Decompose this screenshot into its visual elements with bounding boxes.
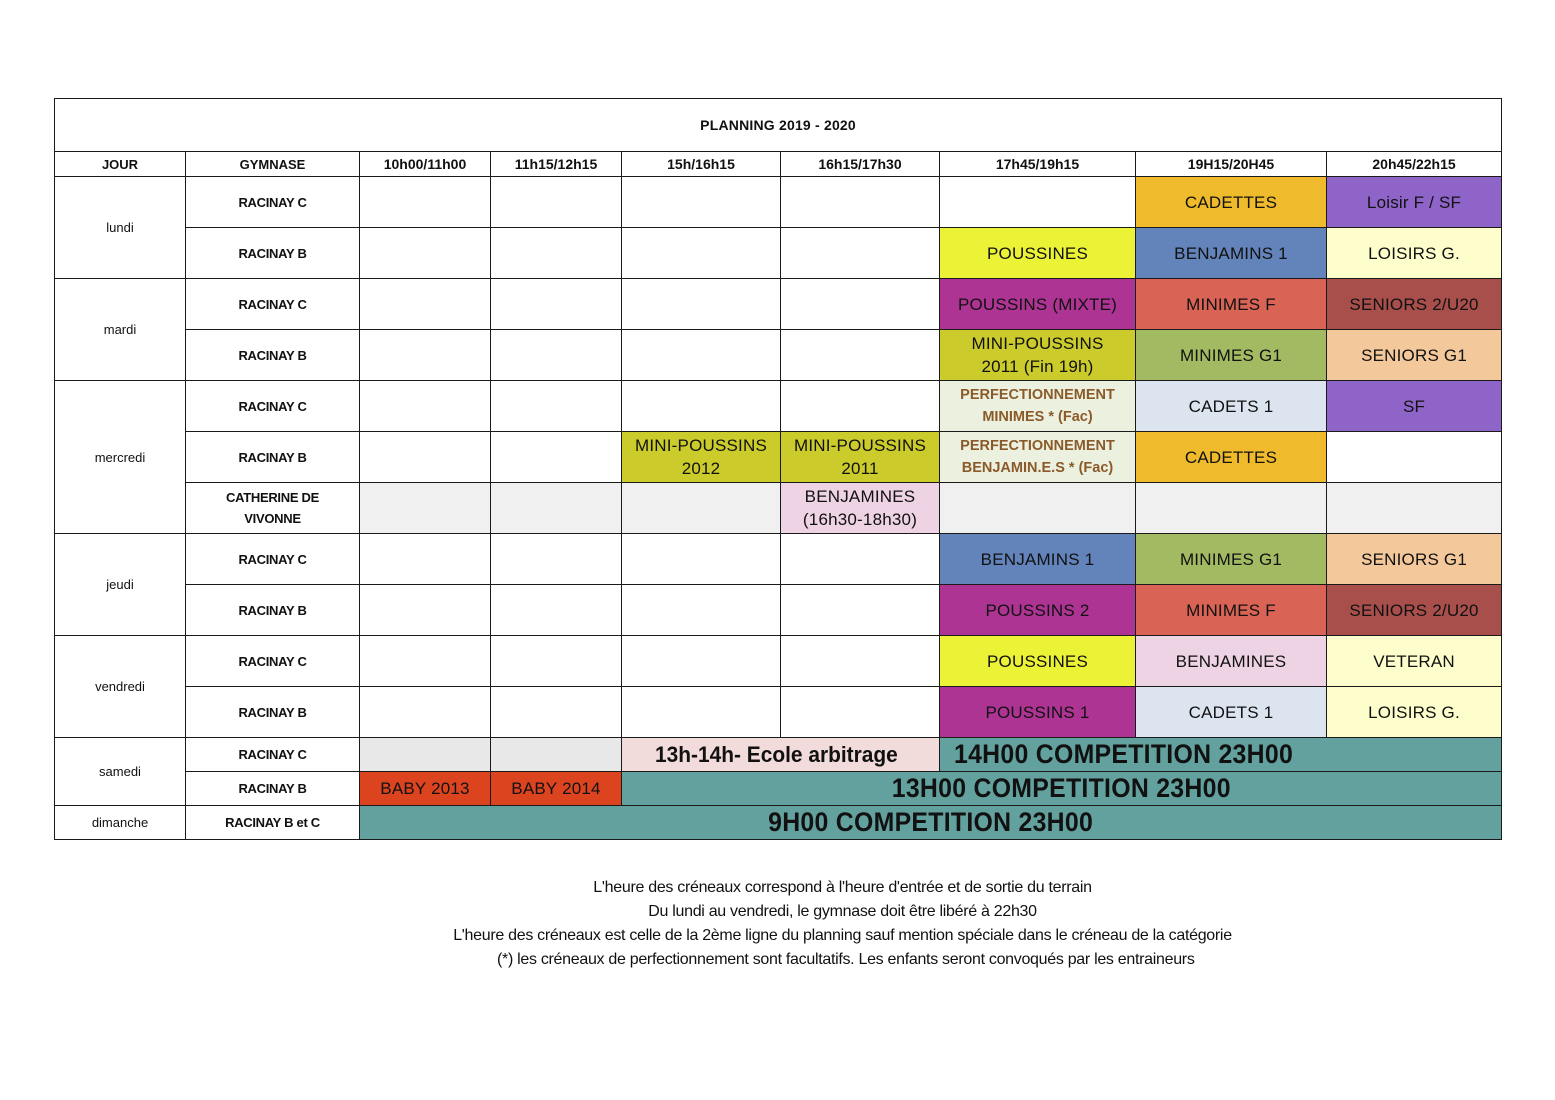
slot-cell xyxy=(360,177,491,228)
slot-cell xyxy=(622,534,781,585)
slot-cell xyxy=(360,381,491,432)
slot-benjamines: BENJAMINES (16h30-18h30) xyxy=(781,483,940,534)
gym-label: RACINAY B et C xyxy=(186,806,360,840)
slot-cell xyxy=(491,483,622,534)
slot-cell xyxy=(360,687,491,738)
slot-cell xyxy=(1327,483,1502,534)
slot-cell xyxy=(491,177,622,228)
gym-label: RACINAY C xyxy=(186,534,360,585)
gym-label: RACINAY C xyxy=(186,177,360,228)
slot-benjamins-1: BENJAMINS 1 xyxy=(940,534,1136,585)
slot-poussins-mixte: POUSSINS (MIXTE) xyxy=(940,279,1136,330)
slot-poussines: POUSSINES xyxy=(940,636,1136,687)
table-row xyxy=(55,330,1502,381)
slot-cell xyxy=(491,330,622,381)
slot-minimes-f: MINIMES F xyxy=(1136,585,1327,636)
slot-benjamins-1: BENJAMINS 1 xyxy=(1136,228,1327,279)
slot-minimes-g1: MINIMES G1 xyxy=(1136,534,1327,585)
gym-label: RACINAY B xyxy=(186,228,360,279)
header-row xyxy=(55,152,1502,177)
slot-perfectionnement-benjamines: PERFECTIONNEMENT BENJAMIN.E.S * (Fac) xyxy=(940,432,1136,483)
competition-label: 9H00 COMPETITION 23H00 xyxy=(768,807,1094,837)
competition-label: 14H00 COMPETITION 23H00 xyxy=(954,739,1294,769)
slot-cell xyxy=(1327,432,1502,483)
footnotes xyxy=(0,876,1555,972)
slot-cell xyxy=(360,432,491,483)
day-mercredi: mercredi xyxy=(55,381,186,534)
gym-label: RACINAY C xyxy=(186,381,360,432)
slot-cell xyxy=(781,228,940,279)
slot-loisir-f-sf: Loisir F / SF xyxy=(1327,177,1502,228)
header-gymnase: GYMNASE xyxy=(186,152,360,177)
gym-label: RACINAY B xyxy=(186,330,360,381)
gym-label: RACINAY B xyxy=(186,585,360,636)
slot-cell xyxy=(781,177,940,228)
note-4: (*) les créneaux de perfectionnement sont facultatifs. Les enfants seront convoqués par les entraineurs xyxy=(497,951,1195,968)
slot-cell xyxy=(491,279,622,330)
slot-cell xyxy=(781,279,940,330)
slot-poussines: POUSSINES xyxy=(940,228,1136,279)
slot-baby-2013: BABY 2013 xyxy=(360,772,491,806)
day-jeudi: jeudi xyxy=(55,534,186,636)
slot-cell xyxy=(622,177,781,228)
slot-cell xyxy=(940,177,1136,228)
slot-seniors-2-u20: SENIORS 2/U20 xyxy=(1327,279,1502,330)
slot-cell xyxy=(622,483,781,534)
slot-cell xyxy=(360,738,491,772)
slot-mini-poussins-2011: MINI-POUSSINS 2011 xyxy=(781,432,940,483)
arbitrage-label: 13h-14h- Ecole arbitrage xyxy=(654,741,898,767)
table-row xyxy=(55,381,1502,432)
slot-cell xyxy=(491,432,622,483)
day-dimanche: dimanche xyxy=(55,806,186,840)
slot-cell xyxy=(781,381,940,432)
slot-baby-2014: BABY 2014 xyxy=(491,772,622,806)
slot-competition-samedi-b xyxy=(622,772,1502,806)
slot-cadets-1: CADETS 1 xyxy=(1136,381,1327,432)
day-vendredi: vendredi xyxy=(55,636,186,738)
header-slot-7: 20h45/22h15 xyxy=(1327,152,1502,177)
slot-poussins-2: POUSSINS 2 xyxy=(940,585,1136,636)
header-slot-6: 19H15/20H45 xyxy=(1136,152,1327,177)
gym-label: RACINAY C xyxy=(186,636,360,687)
slot-cell xyxy=(491,228,622,279)
header-slot-5: 17h45/19h15 xyxy=(940,152,1136,177)
planning-table xyxy=(54,98,1502,840)
slot-cell xyxy=(622,585,781,636)
table-row xyxy=(55,636,1502,687)
table-row xyxy=(55,228,1502,279)
slot-cell xyxy=(491,687,622,738)
slot-cell xyxy=(622,381,781,432)
slot-perfectionnement-minimes: PERFECTIONNEMENT MINIMES * (Fac) xyxy=(940,381,1136,432)
day-mardi: mardi xyxy=(55,279,186,381)
slot-cell xyxy=(491,738,622,772)
slot-cell xyxy=(360,228,491,279)
slot-sf: SF xyxy=(1327,381,1502,432)
gym-label: RACINAY C xyxy=(186,279,360,330)
gym-label: CATHERINE DE VIVONNE xyxy=(186,483,360,534)
slot-cadets-1: CADETS 1 xyxy=(1136,687,1327,738)
table-row xyxy=(55,687,1502,738)
slot-seniors-g1: SENIORS G1 xyxy=(1327,534,1502,585)
slot-cell xyxy=(622,687,781,738)
table-row xyxy=(55,772,1502,806)
slot-cell xyxy=(491,534,622,585)
slot-cell xyxy=(360,279,491,330)
gym-label: RACINAY B xyxy=(186,687,360,738)
slot-cell xyxy=(360,636,491,687)
slot-cadettes: CADETTES xyxy=(1136,432,1327,483)
slot-competition-samedi-c xyxy=(940,738,1502,772)
day-samedi: samedi xyxy=(55,738,186,806)
slot-competition-dimanche xyxy=(360,806,1502,840)
slot-cell xyxy=(360,534,491,585)
slot-cell xyxy=(781,636,940,687)
day-lundi: lundi xyxy=(55,177,186,279)
gym-label: RACINAY B xyxy=(186,432,360,483)
slot-cell xyxy=(622,279,781,330)
slot-mini-poussins-2011: MINI-POUSSINS 2011 (Fin 19h) xyxy=(940,330,1136,381)
slot-cell xyxy=(360,330,491,381)
slot-cell xyxy=(781,585,940,636)
header-jour: JOUR xyxy=(55,152,186,177)
slot-cadettes: CADETTES xyxy=(1136,177,1327,228)
slot-cell xyxy=(491,585,622,636)
note-3: L'heure des créneaux est celle de la 2ème ligne du planning sauf mention spéciale dans le créneau de la catégorie xyxy=(453,927,1232,944)
slot-poussins-1: POUSSINS 1 xyxy=(940,687,1136,738)
table-row xyxy=(55,806,1502,840)
note-1: L'heure des créneaux correspond à l'heure d'entrée et de sortie du terrain xyxy=(593,879,1092,896)
note-2: Du lundi au vendredi, le gymnase doit être libéré à 22h30 xyxy=(648,903,1037,920)
slot-cell xyxy=(622,228,781,279)
table-row xyxy=(55,738,1502,772)
table-row xyxy=(55,483,1502,534)
table-row xyxy=(55,279,1502,330)
slot-benjamines: BENJAMINES xyxy=(1136,636,1327,687)
header-slot-3: 15h/16h15 xyxy=(622,152,781,177)
slot-cell xyxy=(622,330,781,381)
slot-seniors-g1: SENIORS G1 xyxy=(1327,330,1502,381)
table-row xyxy=(55,177,1502,228)
slot-cell xyxy=(940,483,1136,534)
page-title: PLANNING 2019 - 2020 xyxy=(55,99,1502,152)
gym-label: RACINAY B xyxy=(186,772,360,806)
slot-veteran: VETERAN xyxy=(1327,636,1502,687)
slot-minimes-g1: MINIMES G1 xyxy=(1136,330,1327,381)
slot-loisirs-g: LOISIRS G. xyxy=(1327,687,1502,738)
slot-cell xyxy=(781,534,940,585)
header-slot-4: 16h15/17h30 xyxy=(781,152,940,177)
slot-cell xyxy=(622,636,781,687)
competition-label: 13H00 COMPETITION 23H00 xyxy=(892,773,1232,803)
table-row xyxy=(55,432,1502,483)
slot-cell xyxy=(491,636,622,687)
slot-mini-poussins-2012: MINI-POUSSINS 2012 xyxy=(622,432,781,483)
slot-cell xyxy=(360,483,491,534)
table-row xyxy=(55,585,1502,636)
table-row xyxy=(55,534,1502,585)
slot-seniors-2-u20: SENIORS 2/U20 xyxy=(1327,585,1502,636)
slot-cell xyxy=(491,381,622,432)
header-slot-1: 10h00/11h00 xyxy=(360,152,491,177)
gym-label: RACINAY C xyxy=(186,738,360,772)
slot-ecole-arbitrage xyxy=(622,738,940,772)
slot-cell xyxy=(1136,483,1327,534)
slot-loisirs-g: LOISIRS G. xyxy=(1327,228,1502,279)
slot-cell xyxy=(360,585,491,636)
header-slot-2: 11h15/12h15 xyxy=(491,152,622,177)
slot-minimes-f: MINIMES F xyxy=(1136,279,1327,330)
slot-cell xyxy=(781,687,940,738)
slot-cell xyxy=(781,330,940,381)
